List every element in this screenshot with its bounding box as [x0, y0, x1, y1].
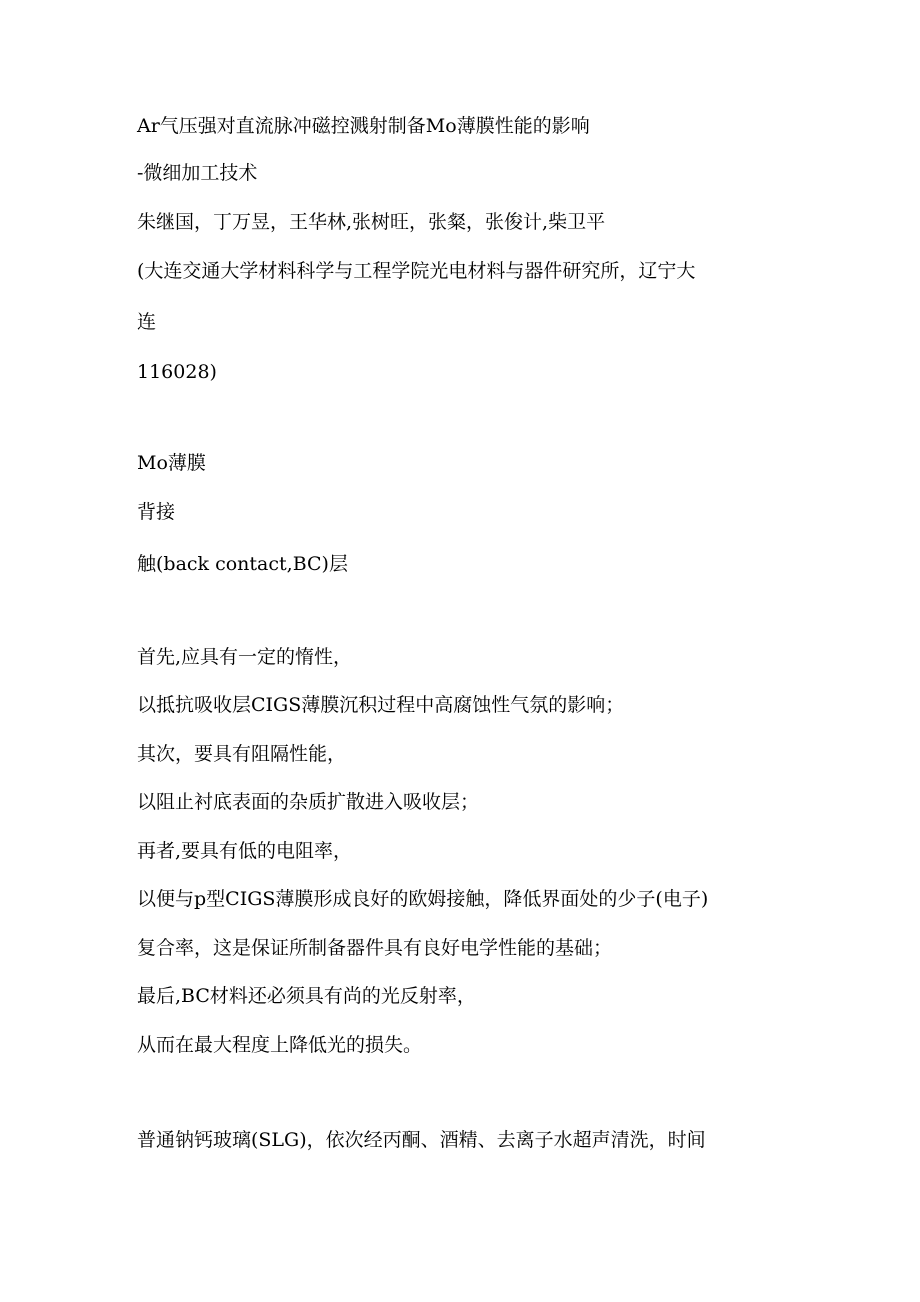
- authors-line: 朱继国，丁万昱，王华林,张树旺，张粲，张俊计,柴卫平: [137, 211, 606, 233]
- section-2-line: 复合率，这是保证所制备器件具有良好电学性能的基础；: [137, 937, 613, 959]
- section-2-line: 其次，要具有阻隔性能，: [137, 743, 347, 765]
- section-1-line: 触(back contact,BC)层: [137, 553, 348, 575]
- section-2-line: 最后,BC材料还必须具有尚的光反射率，: [137, 985, 476, 1007]
- section-2-line: 以抵抗吸收层CIGS薄膜沉积过程中高腐蚀性气氛的影响；: [137, 694, 625, 716]
- section-2-line: 首先,应具有一定的惰性，: [137, 646, 353, 668]
- section-2-line: 以阻止衬底表面的杂质扩散进入吸收层；: [137, 791, 480, 813]
- section-3-line: 普通钠钙玻璃(SLG)，依次经丙酮、酒精、去离子水超声清洗，时间: [137, 1129, 706, 1151]
- document-title-line-1: Ar气压强对直流脉冲磁控溅射制备Mo薄膜性能的影响: [137, 115, 590, 137]
- section-1-line: Mo薄膜: [137, 452, 206, 474]
- section-1-line: 背接: [137, 501, 176, 523]
- affiliation-postcode: 116028): [137, 361, 217, 383]
- document-title-line-2: -微细加工技术: [137, 162, 258, 184]
- affiliation-line-1: (大连交通大学材料科学与工程学院光电材料与器件研究所，辽宁大: [137, 260, 696, 282]
- section-2-line: 再者,要具有低的电阻率，: [137, 840, 353, 862]
- affiliation-line-2: 连: [137, 311, 157, 333]
- section-2-line: 从而在最大程度上降低光的损失。: [137, 1034, 423, 1056]
- section-2-line: 以便与p型CIGS薄膜形成良好的欧姆接触，降低界面处的少子(电子): [137, 888, 709, 910]
